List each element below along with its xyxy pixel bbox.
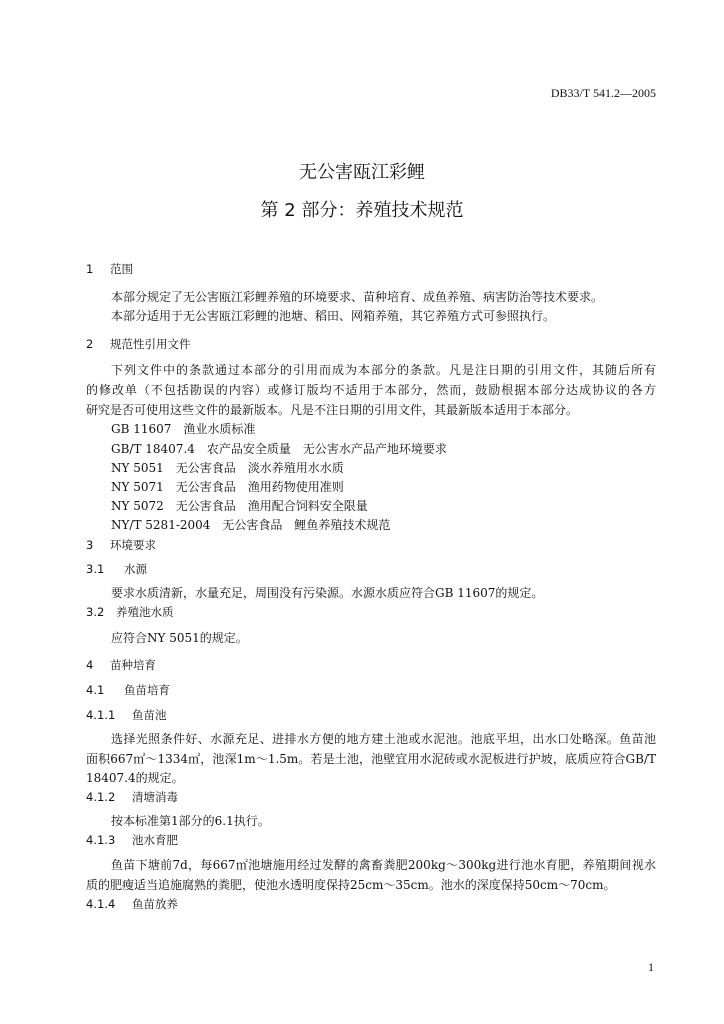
section-title: 规范性引用文件 [110, 337, 191, 351]
section-title: 环境要求 [110, 538, 156, 552]
page-number: 1 [648, 960, 654, 974]
paragraph-line: 面积667㎡～1334㎡，池深1m～1.5m。若是土池，池壁宜用水泥砖或水泥板进行护坡，底质应符合GB/T [86, 752, 656, 766]
reference-title: 无公害食品 渔用药物使用准则 [175, 480, 344, 494]
paragraph-line: 本部分适用于无公害瓯江彩鲤的池塘、稻田、网箱养殖，其它养殖方式可参照执行。 [111, 309, 556, 323]
paragraph-line: 应符合NY 5051的规定。 [111, 631, 248, 645]
reference-item [86, 441, 656, 457]
paragraph-line: 的修改单（不包括勘误的内容）或修订版均不适用于本部分，然而，鼓励根据本部分达成协议的各方 [86, 383, 656, 397]
reference-item [86, 460, 656, 476]
section-number: 4.1.2 [86, 790, 116, 804]
reference-item [86, 421, 656, 437]
reference-code: NY/T 5281-2004 [111, 518, 211, 532]
section-number: 2 [86, 337, 94, 351]
reference-title: 渔业水质标准 [183, 422, 256, 436]
section-title: 鱼苗池 [132, 708, 167, 722]
section-number: 4.1.3 [86, 833, 116, 847]
section-title: 水源 [124, 562, 147, 576]
document-subtitle: 第 2 部分：养殖技术规范 [260, 200, 464, 221]
reference-item [86, 498, 656, 514]
section-number: 1 [86, 262, 94, 276]
section-heading-4-1-1 [86, 707, 656, 723]
reference-code: NY 5071 [111, 480, 164, 494]
section-heading-4 [86, 657, 656, 673]
paragraph-line: 按本标准第1部分的6.1执行。 [111, 814, 270, 828]
section-heading-4-1-2 [86, 789, 656, 805]
section-heading-4-1-4 [86, 896, 656, 912]
section-heading-3-1 [86, 561, 656, 577]
reference-code: NY 5072 [111, 499, 164, 513]
section-title: 池水育肥 [132, 833, 178, 847]
section-number: 4 [86, 658, 94, 672]
section-heading-1 [86, 261, 656, 277]
section-number: 3.1 [86, 562, 105, 576]
section-title: 范围 [110, 262, 133, 276]
reference-item [86, 517, 656, 533]
paragraph-line: 要求水质清新，水量充足，周围没有污染源。水源水质应符合GB 11607的规定。 [111, 586, 544, 600]
reference-code: GB 11607 [111, 422, 172, 436]
reference-title: 农产品安全质量 无公害水产品产地环境要求 [206, 442, 447, 456]
paragraph-line: 选择光照条件好、水源充足、进排水方便的地方建土池或水泥池。池底平坦，出水口处略深。鱼苗池 [111, 732, 656, 746]
section-number: 4.1 [86, 683, 105, 697]
reference-code: NY 5051 [111, 461, 164, 475]
section-title: 苗种培育 [110, 658, 156, 672]
paragraph-line: 质的肥瘦适当追施腐熟的粪肥，使池水透明度保持25cm～35cm。池水的深度保持50cm～70cm。 [86, 878, 616, 892]
standard-code: DB33/T 541.2—2005 [550, 86, 656, 100]
section-number: 3.2 [86, 605, 105, 619]
reference-title: 无公害食品 鲤鱼养殖技术规范 [222, 518, 391, 532]
section-heading-3-2 [86, 604, 656, 620]
section-title: 鱼苗放养 [132, 897, 178, 911]
section-number: 4.1.4 [86, 897, 116, 911]
paragraph-line: 研究是否可使用这些文件的最新版本。凡是不注日期的引用文件，其最新版本适用于本部分。 [86, 403, 579, 417]
section-heading-4-1 [86, 682, 656, 698]
reference-title: 无公害食品 淡水养殖用水水质 [175, 461, 344, 475]
paragraph-line: 下列文件中的条款通过本部分的引用而成为本部分的条款。凡是注日期的引用文件，其随后所有 [111, 363, 656, 377]
section-heading-3 [86, 537, 656, 553]
section-title: 养殖池水质 [116, 605, 174, 619]
section-heading-4-1-3 [86, 832, 656, 848]
section-number: 4.1.1 [86, 708, 116, 722]
reference-title: 无公害食品 渔用配合饲料安全限量 [175, 499, 368, 513]
reference-code: GB/T 18407.4 [111, 442, 195, 456]
section-heading-2 [86, 336, 656, 352]
section-title: 清塘消毒 [132, 790, 178, 804]
section-number: 3 [86, 538, 94, 552]
section-title: 鱼苗培育 [124, 683, 170, 697]
paragraph-line: 本部分规定了无公害瓯江彩鲤养殖的环境要求、苗种培育、成鱼养殖、病害防治等技术要求。 [111, 290, 604, 304]
paragraph-line: 鱼苗下塘前7d，每667㎡池塘施用经过发酵的禽畜粪肥200kg～300kg进行池水育肥，养殖期间视水 [111, 858, 656, 872]
paragraph-line: 18407.4的规定。 [86, 771, 184, 785]
reference-item [86, 479, 656, 495]
document-title: 无公害瓯江彩鲤 [299, 162, 425, 183]
